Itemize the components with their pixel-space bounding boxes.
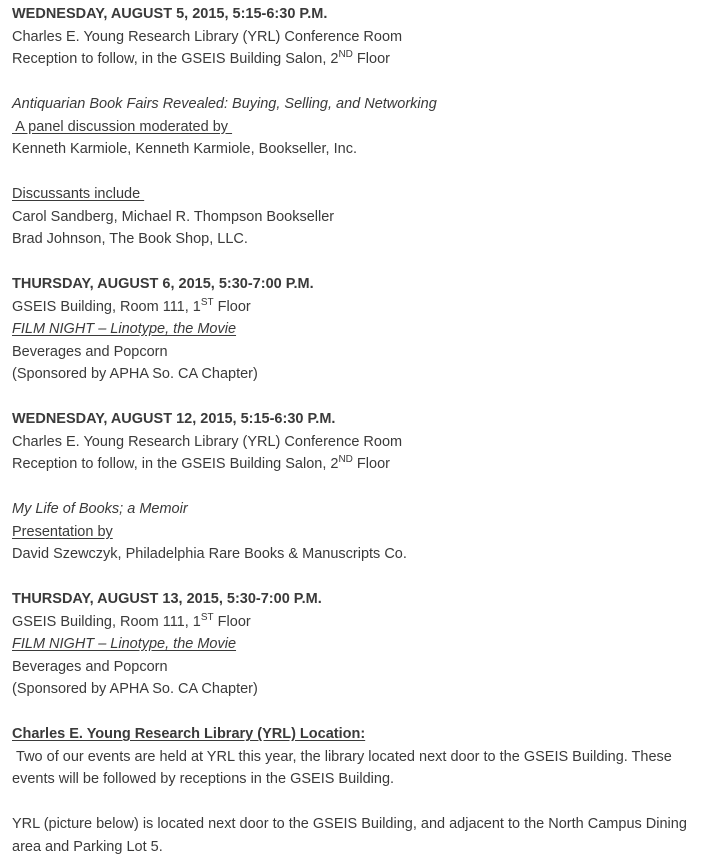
yrl-location-section <box>12 723 713 858</box>
floor-ordinal: ND <box>338 49 353 60</box>
event-location: Charles E. Young Research Library (YRL) Conference Room <box>12 433 403 450</box>
discussant: Brad Johnson, The Book Shop, LLC. <box>12 231 248 247</box>
event-block <box>12 588 713 701</box>
event-heading: THURSDAY, AUGUST 13, 2015, 5:30-7:00 P.M. <box>12 591 322 607</box>
location-text: GSEIS Building, Room 111, 1 <box>12 613 201 630</box>
event-location <box>12 296 713 319</box>
refreshments: Beverages and Popcorn <box>12 343 168 360</box>
floor-text: Floor <box>352 456 390 472</box>
floor-text: Floor <box>213 613 251 630</box>
event-title: My Life of Books; a Memoir <box>12 501 188 517</box>
location-text: GSEIS Building, Room 111, 1 <box>12 298 201 315</box>
sponsor: (Sponsored by APHA So. CA Chapter) <box>12 366 258 382</box>
sponsor: (Sponsored by APHA So. CA Chapter) <box>12 681 258 697</box>
refreshments: Beverages and Popcorn <box>12 658 168 675</box>
reception-text: Reception to follow, in the GSEIS Building Salon, 2 <box>12 456 339 472</box>
moderator-label: A panel discussion moderated by <box>12 118 233 135</box>
yrl-paragraph: Two of our events are held at YRL this year, the library located next door to the GSEIS Building. These events will be followed by receptions in the GSEIS Building. <box>12 748 676 787</box>
moderator-name: Kenneth Karmiole, Kenneth Karmiole, Bookseller, Inc. <box>12 141 357 157</box>
event-block <box>12 273 713 386</box>
reception-text: Reception to follow, in the GSEIS Building Salon, 2 <box>12 51 339 67</box>
floor-text: Floor <box>352 51 390 67</box>
event-reception <box>12 48 713 71</box>
event-location <box>12 611 713 634</box>
floor-text: Floor <box>213 298 251 315</box>
film-title-link[interactable]: FILM NIGHT – Linotype, the Movie <box>12 321 237 337</box>
event-block <box>12 3 713 251</box>
yrl-location-heading: Charles E. Young Research Library (YRL) Location: <box>12 726 366 742</box>
discussant: Carol Sandberg, Michael R. Thompson Bookseller <box>12 208 335 225</box>
presenter-name: David Szewczyk, Philadelphia Rare Books & Manuscripts Co. <box>12 546 407 562</box>
yrl-paragraph: YRL (picture below) is located next door to the GSEIS Building, and adjacent to the North Campus Dining area and Parking Lot 5. <box>12 816 687 855</box>
event-block <box>12 408 713 566</box>
floor-ordinal: ST <box>200 611 214 623</box>
event-heading: WEDNESDAY, AUGUST 12, 2015, 5:15-6:30 P.M. <box>12 411 336 427</box>
floor-ordinal: ST <box>200 296 214 308</box>
event-title: Antiquarian Book Fairs Revealed: Buying, Selling, and Networking <box>12 96 437 112</box>
event-location: Charles E. Young Research Library (YRL) Conference Room <box>12 28 403 45</box>
event-heading: THURSDAY, AUGUST 6, 2015, 5:30-7:00 P.M. <box>12 276 314 292</box>
discussants-label: Discussants include <box>12 186 145 202</box>
presenter-label: Presentation by <box>12 523 113 540</box>
film-title-link[interactable]: FILM NIGHT – Linotype, the Movie <box>12 636 237 652</box>
event-reception <box>12 453 713 476</box>
event-heading: WEDNESDAY, AUGUST 5, 2015, 5:15-6:30 P.M. <box>12 6 328 22</box>
floor-ordinal: ND <box>338 454 353 465</box>
